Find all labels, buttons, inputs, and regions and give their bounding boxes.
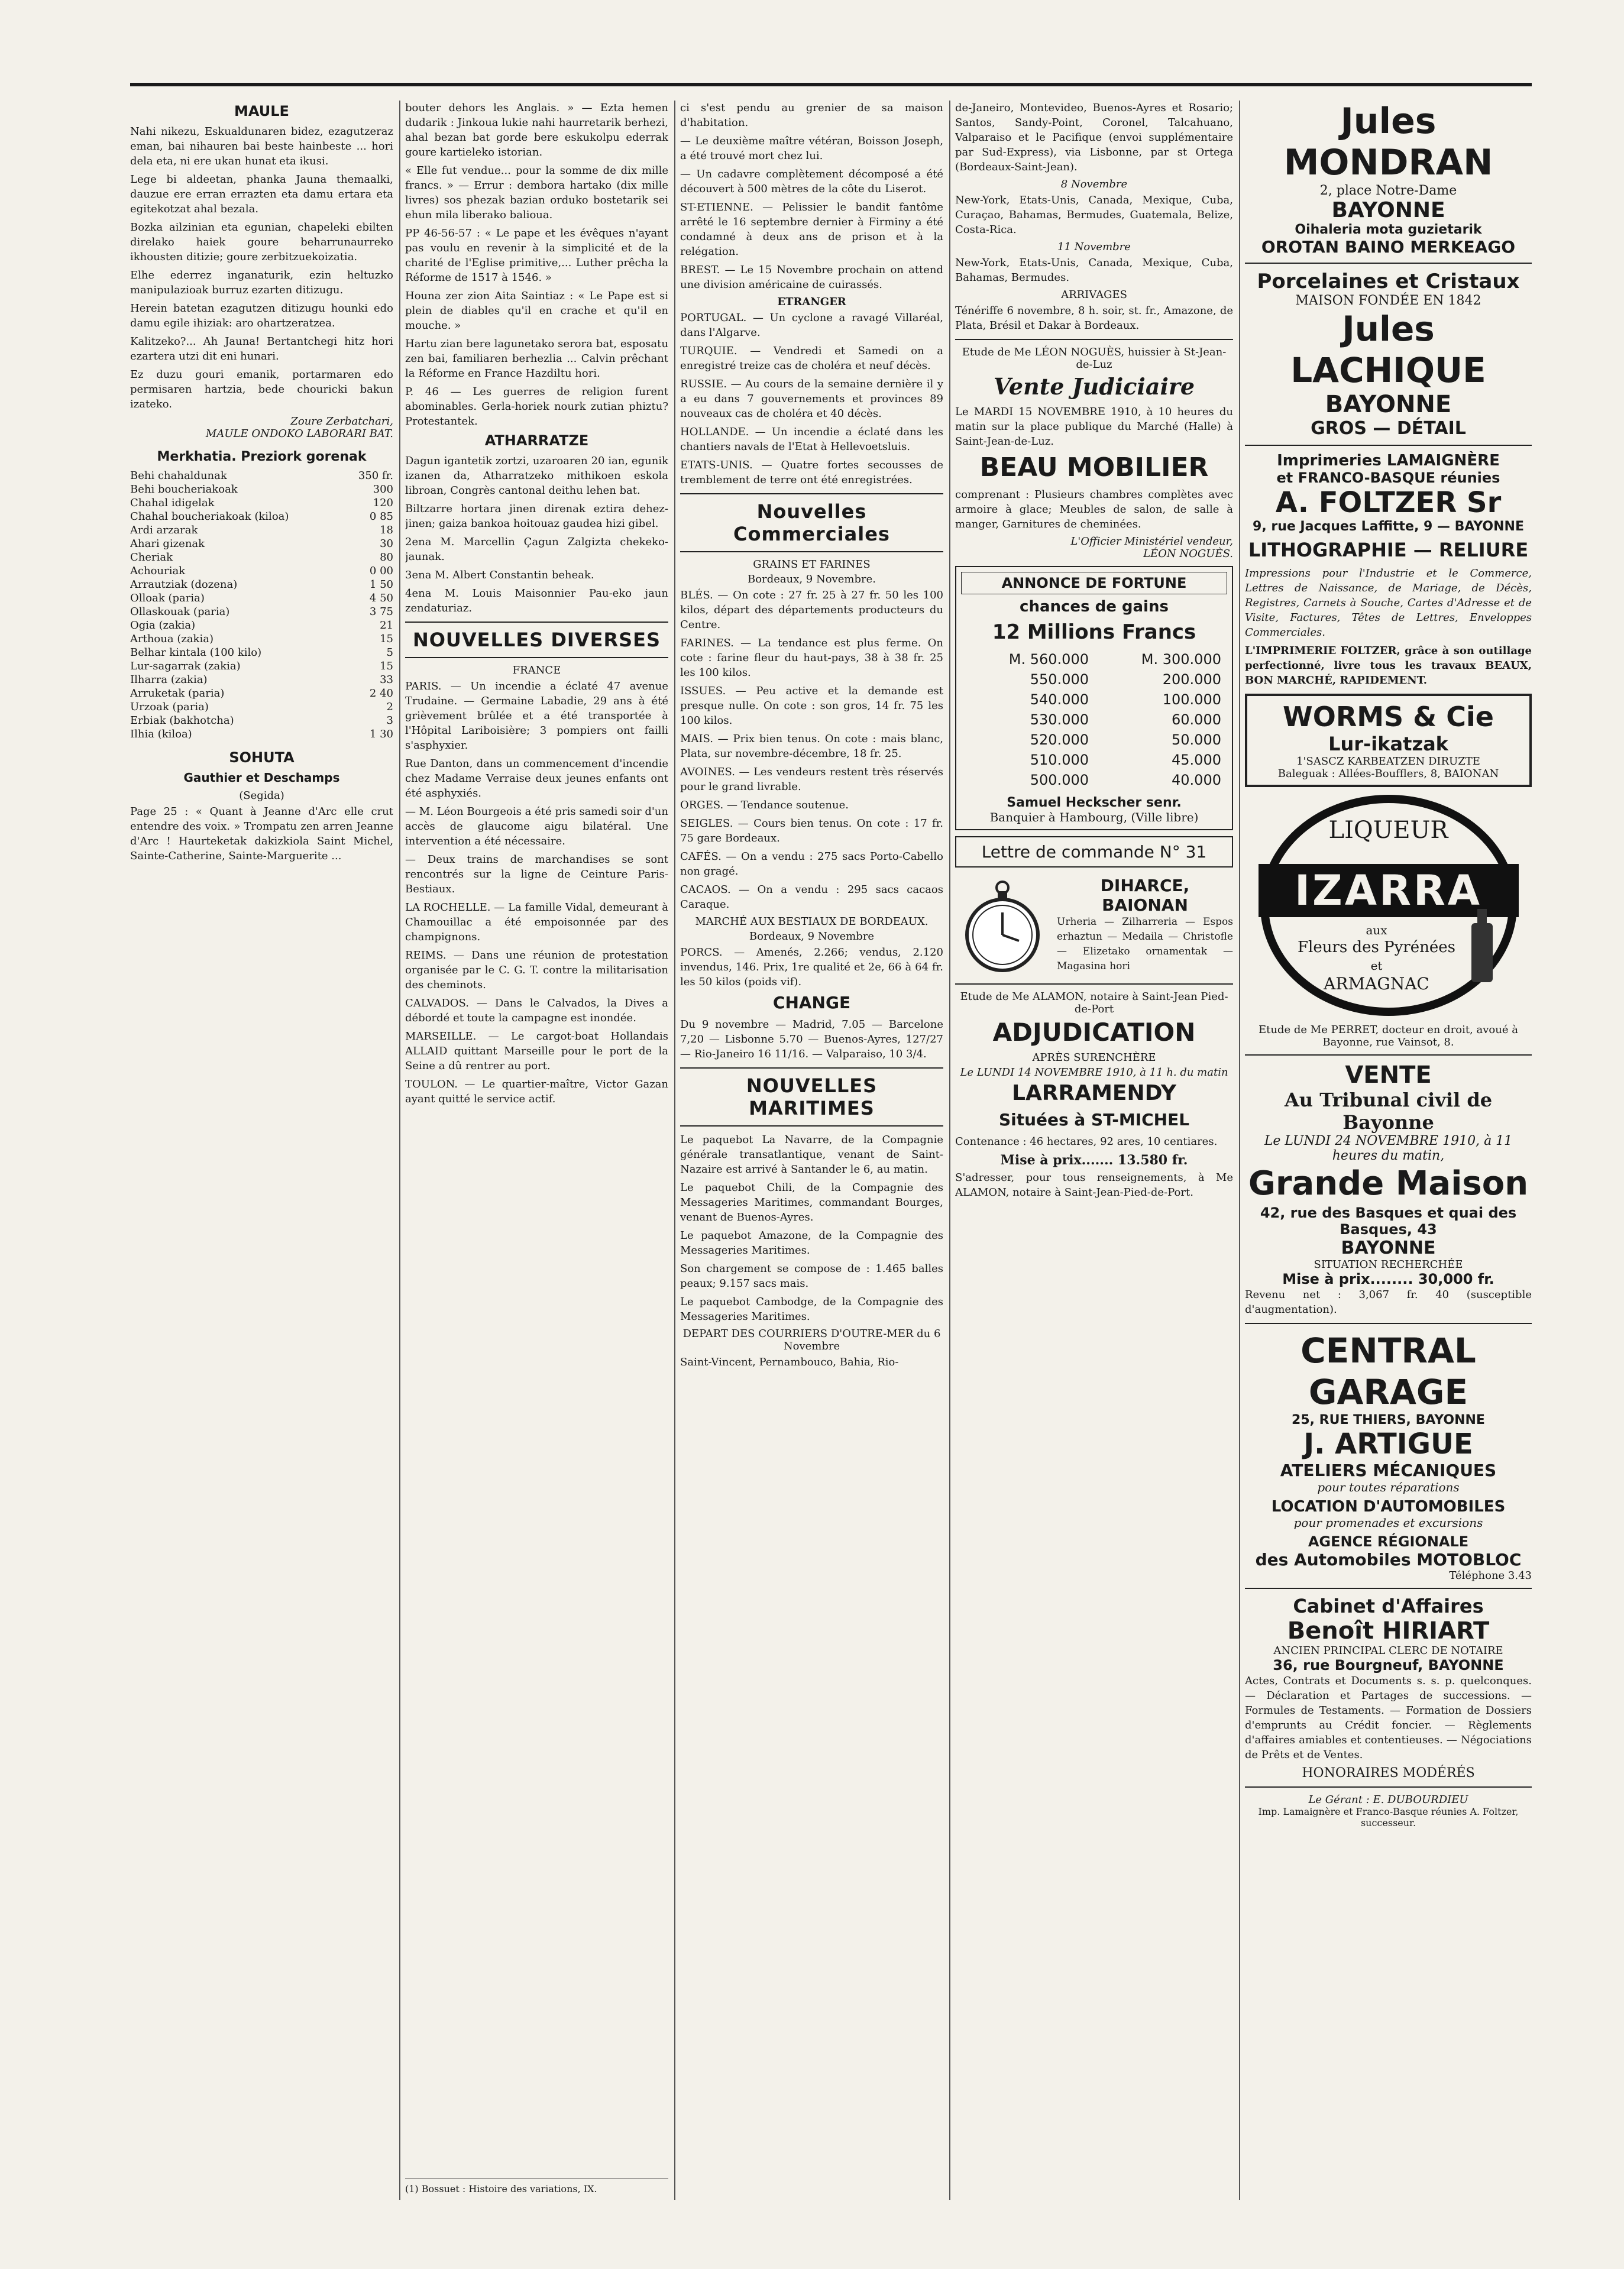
order-form (955, 836, 1233, 868)
price-value: 350 fr. (358, 470, 393, 482)
etude-header: Etude de Me LÉON NOGUÈS, huissier à St-Jean-de-Luz (962, 346, 1227, 371)
column-3 (680, 101, 943, 2200)
price-item: Ilhia (kiloa) (130, 728, 192, 740)
newspaper-page (130, 83, 1532, 2200)
news-item: — Deux trains de marchandises se sont rencontrés sur la ligne de Ceinture Paris-Bestiaux. (405, 853, 668, 895)
izarra-advertisement (1259, 793, 1519, 1018)
price-row (130, 687, 393, 700)
lottery-prize-row (962, 650, 1226, 669)
cabinet-title: Cabinet d'Affaires (1293, 1595, 1484, 1617)
lottery-prize-value: 100.000 (1162, 691, 1221, 708)
artigue-name: J. ARTIGUE (1303, 1428, 1473, 1461)
price-row (130, 727, 393, 741)
news-item: — M. Léon Bourgeois a été pris samedi soir d'un accès de glaucome aigu bilatéral. Une intervention a été nécessaire. (405, 805, 668, 847)
lottery-amount: 12 Millions Francs (992, 620, 1196, 644)
article-paragraph: Herein batetan ezagutzen ditizugu hounki edo damu egile ihiziak: aro ohartzeratzea. (130, 302, 393, 329)
price-item: Chahal idigelak (130, 497, 215, 509)
lottery-prize-value: 60.000 (1172, 711, 1221, 728)
market-item: CAFÉS. — On a vendu : 275 sacs Porto-Cabello non gragé. (680, 850, 943, 878)
price-row (130, 673, 393, 687)
article-paragraph: Lege bi aldeetan, phanka Jauna themaalki, dauzue ere erran errazten eta damu ertara eta egitekotzat ahal bezala. (130, 173, 393, 215)
section-title-change: CHANGE (772, 993, 851, 1012)
market-item: PORCS. — Amenés, 2.266; vendus, 2.120 invendus, 146. Prix, 1re qualité et 2e, 66 à 64 fr. les 50 kilos (poids vif). (680, 946, 943, 988)
izarra-brand: IZARRA (1295, 866, 1482, 915)
news-item: — Un cadavre complètement décomposé a été découvert à 500 mètres de la côte du Liserot. (680, 168, 943, 195)
market-item: ORGES. — Tendance soutenue. (680, 799, 849, 811)
lottery-prize-value: 50.000 (1172, 731, 1221, 748)
lottery-title: chances de gains (1020, 598, 1169, 616)
column-5-advertisements (1245, 101, 1532, 2200)
price-row (130, 591, 393, 605)
price-row (130, 496, 393, 510)
price-value: 1 30 (369, 728, 393, 740)
price-item: Lur-sagarrak (zakia) (130, 660, 241, 672)
news-item: de-Janeiro, Montevideo, Buenos-Ayres et Rosario; Santos, Sandy-Point, Coronel, Talcahuano, Valparaiso et le Pacifique (envoi supplémentaire par Sud-Express), via Lisbonne, par st Ortega (Bordeaux-Saint-Jean). (955, 102, 1233, 173)
price-value: 1 50 (369, 578, 393, 591)
news-item: ST-ETIENNE. — Pelissier le bandit fantôme arrêté le 16 septembre dernier à Firminy a été condamné à deux ans de prison et à la relégation. (680, 201, 943, 258)
worms-address: Baleguak : Allées-Boufflers, 8, BAIONAN (1277, 768, 1499, 780)
news-item: ETATS-UNIS. — Quatre fortes secousses de tremblement de terre ont été enregistrées. (680, 459, 943, 486)
separator (955, 339, 1233, 340)
grande-maison-revenue: Revenu net : 3,067 fr. 40 (susceptible d'augmentation). (1245, 1289, 1532, 1316)
section-title-maule: MAULE (234, 103, 289, 119)
signature: Zoure Zerbatchari, (290, 415, 393, 428)
news-item: — Le deuxième maître vétéran, Boisson Joseph, a été trouvé mort chez lui. (680, 135, 943, 162)
tribunal-date: Le LUNDI 24 NOVEMBRE 1910, à 11 heures du matin, (1264, 1134, 1513, 1163)
diharce-advertisement (955, 876, 1233, 977)
notice-paragraph: comprenant : Plusieurs chambres complètes avec armoire à glace; Meubles de salon, de salle à manger, Garnitures de cheminées. (955, 488, 1233, 530)
news-item: MARSEILLE. — Le cargot-boat Hollandais ALLAID quittant Marseille pour le port de la Seine a dû rentrer au port. (405, 1030, 668, 1072)
price-value: 30 (380, 538, 393, 550)
footnote-area (405, 2179, 668, 2200)
price-row (130, 537, 393, 551)
article-paragraph: Hartu zian bere lagunetako serora bat, esposatu zen bai, familiaren berhezlia ... Calvin prêchant la Réforme en France Hazdiltu hori. (405, 338, 668, 380)
lachique-city: BAYONNE (1325, 391, 1452, 418)
separator (1245, 1054, 1532, 1056)
diharce-name: DIHARCE, BAIONAN (1100, 876, 1190, 915)
price-item: Behi boucheriakoak (130, 483, 238, 496)
news-item: PARIS. — Un incendie a éclaté 47 avenue Trudaine. — Germaine Labadie, 29 ans à été grièvement brûlée et a été transportée à l'Hôpital Lariboisière; 3 pompiers ont failli s'asphyxier. (405, 680, 668, 752)
izarra-aux: aux (1366, 923, 1387, 937)
news-item: BREST. — Le 15 Novembre prochain on attend une division américaine de cuirassés. (680, 264, 943, 291)
top-rule (130, 83, 1532, 86)
price-row (130, 578, 393, 591)
lachique-founded: MAISON FONDÉE EN 1842 (1295, 293, 1481, 308)
lottery-prize-value: M. 560.000 (1008, 651, 1089, 668)
article-paragraph: Dagun igantetik zortzi, uzaroaren 20 ian, egunik izanen da, Atharratzeko mithikoen eskola libroan, Congrès cantonal deithu lehen bat. (405, 455, 668, 497)
lachique-name: Jules LACHIQUE (1290, 309, 1486, 390)
lottery-prize-row (962, 710, 1226, 729)
price-value: 15 (380, 633, 393, 645)
separator (1245, 445, 1532, 446)
price-value: 2 40 (369, 687, 393, 700)
market-item: SEIGLES. — Cours bien tenus. On cote : 17 fr. 75 gare Bordeaux. (680, 817, 943, 844)
foltzer-advertisement (1245, 452, 1532, 688)
price-row (130, 619, 393, 632)
price-item: Belhar kintala (100 kilo) (130, 646, 262, 659)
grande-maison-price: Mise à prix........ 30,000 fr. (1282, 1271, 1494, 1287)
lachique-heading: Porcelaines et Cristaux (1257, 270, 1520, 293)
news-item: New-York, Etats-Unis, Canada, Mexique, Cuba, Curaçao, Bahamas, Bermudes, Guatemala, Belize, Costa-Rica. (955, 194, 1233, 236)
worms-advertisement (1245, 694, 1532, 787)
news-item: REIMS. — Dans une réunion de protestation organisée par le C. G. T. contre la militarisation des cheminots. (405, 949, 668, 991)
article-paragraph: 3ena M. Albert Constantin beheak. (405, 569, 594, 581)
lottery-prize-row (962, 690, 1226, 709)
article-paragraph: Elhe ederrez inganaturik, ezin heltuzko manipulazioak burruz ezarten ditizugu. (130, 269, 393, 296)
article-paragraph: P. 46 — Les guerres de religion furent abominables. Gerla-horiek nourk zutian phiztu? Protestantek. (405, 386, 668, 428)
hiriart-address: 36, rue Bourgneuf, BAYONNE (1273, 1657, 1504, 1674)
price-value: 4 50 (369, 592, 393, 604)
subsection-marche: MARCHÉ AUX BESTIAUX DE BORDEAUX. (695, 915, 929, 928)
article-paragraph: Biltzarre hortara jinen direnak eztira dehez-jinen; gaiza bankoa hoitouaz gaudea hizi gibel. (405, 503, 668, 530)
property-name: LARRAMENDY (1012, 1081, 1176, 1105)
beau-mobilier-title: BEAU MOBILIER (979, 452, 1209, 483)
price-item: Cheriak (130, 551, 173, 564)
article-paragraph: bouter dehors les Anglais. » — Ezta hemen dudarik : Jinkoua lukie nahi haurretarik berhezi, ahal bezan bat gorde bere eskukolpu ederrak goure kartieleko istorian. (405, 102, 668, 158)
lottery-prize-row (962, 771, 1226, 789)
news-item: TURQUIE. — Vendredi et Samedi on a enregistré treize cas de choléra et neuf décès. (680, 345, 943, 372)
price-row (130, 700, 393, 714)
price-value: 3 (386, 714, 393, 727)
mondran-city: BAYONNE (1331, 198, 1445, 222)
separator (955, 983, 1233, 985)
lottery-prize-value: 530.000 (1030, 711, 1089, 728)
mondran-advertisement (1245, 101, 1532, 257)
motobloc-telephone: Téléphone 3.43 (1449, 1569, 1532, 1582)
property-location: Situées à ST-MICHEL (998, 1110, 1190, 1129)
notice-paragraph: Contenance : 46 hectares, 92 ares, 10 centiares. (955, 1135, 1218, 1148)
article-paragraph: Bozka ailzinian eta egunian, chapeleki ebilten direlako haiek goure beharrunaurreko ikhousten ditizie; goure zerbitzuekoizatia. (130, 221, 393, 263)
news-item: TOULON. — Le quartier-maître, Victor Gazan ayant quitté le service actif. (405, 1078, 668, 1105)
article-paragraph: Nahi nikezu, Eskualdunaren bidez, ezagutzeraz eman, bai nihauren bai beste hainbeste ... hori dela eta, ni ere ukan hunat eta ikusi. (130, 125, 393, 167)
adjudication-subtitle: APRÈS SURENCHÈRE (1032, 1051, 1156, 1064)
footnote: (1) Bossuet : Histoire des variations, IX. (405, 2183, 597, 2194)
price-item: Erbiak (bakhotcha) (130, 714, 234, 727)
price-row (130, 483, 393, 496)
mondran-tagline: Oihaleria mota guzietarik (1295, 222, 1482, 237)
price-value: 33 (380, 674, 393, 686)
lottery-prize-value: 40.000 (1172, 772, 1221, 788)
news-item: CALVADOS. — Dans le Calvados, la Dives a débordé et toute la campagne est inondée. (405, 997, 668, 1024)
price-item: Arrautziak (dozena) (130, 578, 238, 591)
column-divider (1239, 101, 1240, 2200)
price-value: 18 (380, 524, 393, 536)
hiriart-name: Benoît HIRIART (1287, 1617, 1490, 1645)
adjudication-date: Le LUNDI 14 NOVEMBRE 1910, à 11 h. du matin (960, 1066, 1228, 1079)
hiriart-fees: HONORAIRES MODÉRÉS (1302, 1766, 1475, 1781)
sohuta-title: SOHUTA (229, 749, 295, 766)
agence-title: AGENCE RÉGIONALE (1308, 1533, 1469, 1550)
pocket-watch-icon (955, 879, 1050, 974)
price-row (130, 564, 393, 578)
central-garage-address: 25, RUE THIERS, BAYONNE (1292, 1413, 1485, 1428)
price-row (130, 523, 393, 537)
lottery-prize-value: 510.000 (1030, 752, 1089, 768)
price-row (130, 551, 393, 564)
price-item: Urzoak (paria) (130, 701, 209, 713)
price-item: Ollaskouak (paria) (130, 606, 230, 618)
foltzer-litho: LITHOGRAPHIE — RELIURE (1248, 539, 1529, 561)
worms-name: WORMS & Cie (1282, 701, 1494, 733)
subsection-france: FRANCE (512, 664, 561, 677)
price-item: Ardi arzarak (130, 524, 198, 536)
news-item: Son chargement se compose de : 1.465 balles peaux; 9.157 sacs mais. (680, 1263, 943, 1290)
lottery-prize-value: 520.000 (1030, 731, 1089, 748)
vente-judiciaire-title: Vente Judiciaire (993, 373, 1195, 400)
market-item: CACAOS. — On a vendu : 295 sacs cacaos Caraque. (680, 883, 943, 911)
news-item: Rue Danton, dans un commencement d'incendie chez Madame Verraise deux jeunes enfants ont été asphyxiés. (405, 758, 668, 800)
article-paragraph: 4ena M. Louis Maisonnier Pau-eko jaun zendaturiaz. (405, 587, 668, 614)
section-title-nouvelles-commerciales: Nouvelles Commerciales (680, 493, 943, 552)
subsection-arrivages: ARRIVAGES (1061, 289, 1127, 301)
price-value: 0 00 (369, 565, 393, 577)
lottery-prize-row (962, 730, 1226, 749)
section-title-nouvelles-diverses: NOUVELLES DIVERSES (405, 622, 668, 658)
news-item: Le paquebot Amazone, de la Compagnie des Messageries Maritimes. (680, 1229, 943, 1257)
market-item: BLÉS. — On cote : 27 fr. 25 à 27 fr. 50 les 100 kilos, départ des départements producteurs du Centre. (680, 589, 943, 631)
notice-signature: L'Officier Ministériel vendeur, (1070, 535, 1233, 548)
etude-header: Etude de Me PERRET, docteur en droit, avoué à Bayonne, rue Vainsot, 8. (1259, 1024, 1518, 1048)
column-divider (674, 101, 675, 2200)
price-item: Achouriak (130, 565, 186, 577)
lottery-prize-value: M. 300.000 (1141, 651, 1221, 668)
ateliers-title: ATELIERS MÉCANIQUES (1280, 1461, 1497, 1480)
news-item: Le paquebot Chili, de la Compagnie des Messageries Maritimes, commandant Bourges, venant de Buenos-Ayres. (680, 1182, 943, 1223)
prices-table (130, 469, 393, 741)
reserve-price: Mise à prix....... 13.580 fr. (1000, 1153, 1188, 1168)
lottery-prize-row (962, 750, 1226, 769)
price-item: Behi chahaldunak (130, 470, 227, 482)
foltzer-name: A. FOLTZER Sr (1275, 486, 1502, 519)
separator (1245, 1786, 1532, 1788)
grande-maison-title: Grande Maison (1248, 1164, 1529, 1203)
news-item: PORTUGAL. — Un cyclone a ravagé Villaréal, dans l'Algarve. (680, 312, 943, 339)
news-item: Ténériffe 6 novembre, 8 h. soir, st. fr., Amazone, de Plata, Brésil et Dakar à Bordeaux. (955, 305, 1233, 332)
sohuta-subtitle: Gauthier et Deschamps (183, 771, 340, 785)
lottery-prize-value: 200.000 (1162, 671, 1221, 688)
price-value: 3 75 (369, 606, 393, 618)
market-item: Du 9 novembre — Madrid, 7.05 — Barcelone 7,20 — Lisbonne 5.70 — Buenos-Ayres, 127/27 — Rio-Janeiro 16 11/16. — Valparaiso, 10 3/4. (680, 1018, 943, 1060)
price-value: 5 (386, 646, 393, 659)
article-paragraph: PP 46-56-57 : « Le pape et les évêques n'ayant pas voulu en revenir à la simplicité et de la charité de l'Eglise primitive,... Luther prêcha la Réforme de 1517 à 1546. » (405, 227, 668, 284)
article-paragraph: « Elle fut vendue... pour la somme de dix mille francs. » — Errur : dembora hartako (dix mille livres) sos phezak bazian orduko bostetarik sei ehun mila liberako balioua. (405, 164, 668, 221)
market-item: AVOINES. — Les vendeurs restent très réservés pour le grand livrable. (680, 766, 943, 793)
lottery-advertisement (955, 566, 1233, 830)
dateline: 11 Novembre (1057, 241, 1131, 253)
hiriart-title: ANCIEN PRINCIPAL CLERC DE NOTAIRE (1273, 1645, 1503, 1657)
location-subtitle: pour promenades et excursions (1293, 1516, 1483, 1530)
column-divider (949, 101, 950, 2200)
lottery-banker-address: Banquier à Hambourg, (Ville libre) (989, 810, 1199, 824)
section-title-atharratze: ATHARRATZE (484, 432, 589, 449)
diharce-text: Urheria — Zilharreria — Espos erhaztun — Medaila — Christofle — Elizetako ornamentak — Magasina hori (1057, 916, 1233, 972)
hiriart-services: Actes, Contrats et Documents s. s. p. quelconques. — Déclaration et Partages de successions. — Formules de Testaments. — Formation de Dossiers d'emprunts au Crédit foncier. — Règlements d'affaires amiables et contentieuses. — Négociations de Prêts et de Ventes. (1245, 1675, 1532, 1761)
price-row (130, 714, 393, 727)
price-item: Olloak (paria) (130, 592, 205, 604)
order-form-title: Lettre de commande N° 31 (981, 842, 1207, 862)
article-paragraph: Houna zer zion Aita Saintiaz : « Le Pape est si plein de diables qu'il en crache et qu'il en mouche. » (405, 290, 668, 332)
news-item: New-York, Etats-Unis, Canada, Mexique, Cuba, Bahamas, Bermudes. (955, 257, 1233, 284)
price-value: 15 (380, 660, 393, 672)
lottery-prize-row (962, 670, 1226, 689)
price-item: Chahal boucheriakoak (kiloa) (130, 510, 289, 523)
foltzer-services: Impressions pour l'Industrie et le Commerce, Lettres de Naissance, de Mariage, de Décès, Registres, Carnets à Souche, Cartes d'Adresse et de Visite, Factures, Têtes de Lettres, Enveloppes Commerciales. (1245, 567, 1532, 639)
price-value: 120 (373, 497, 393, 509)
column-1 (130, 101, 393, 2200)
imprint-line: Imp. Lamaignère et Franco-Basque réunies A. Foltzer, successeur. (1258, 1806, 1519, 1828)
foltzer-imprimeries-2: et FRANCO-BASQUE réunies (1276, 470, 1500, 486)
price-item: Arthoua (zakia) (130, 633, 213, 645)
central-garage-title: CENTRAL GARAGE (1301, 1331, 1476, 1412)
price-value: 2 (386, 701, 393, 713)
dateline: Bordeaux, 9 Novembre. (748, 573, 876, 585)
separator (1245, 1588, 1532, 1589)
worms-product: Lur-ikatzak (1328, 733, 1448, 755)
price-row (130, 659, 393, 673)
grande-maison-situation: SITUATION RECHERCHÉE (1314, 1258, 1463, 1271)
location-title: LOCATION D'AUTOMOBILES (1271, 1498, 1506, 1516)
article-paragraph: Page 25 : « Quant à Jeanne d'Arc elle crut entendre des voix. » Trompatu zen arren Jeanne d'Arc ! Haurteketak dakizkiola Saint Michel, Sainte-Catherine, Sainte-Marguerite ... (130, 805, 393, 862)
vente-title: VENTE (1345, 1061, 1432, 1089)
price-row (130, 605, 393, 619)
news-item: Saint-Vincent, Pernambouco, Bahia, Rio- (680, 1356, 899, 1368)
sohuta-segida: (Segida) (239, 789, 284, 802)
price-item: Ogia (zakia) (130, 619, 196, 632)
prices-title: Merkhatia. Preziork gorenak (157, 449, 367, 464)
price-row (130, 632, 393, 646)
grande-maison-city: BAYONNE (1341, 1238, 1436, 1258)
price-value: 0 85 (369, 510, 393, 523)
izarra-flowers: Fleurs des Pyrénées (1297, 938, 1456, 956)
price-row (130, 469, 393, 483)
adjudication-title: ADJUDICATION (992, 1018, 1196, 1047)
signature-line: MAULE ONDOKO LABORARI BAT. (205, 428, 393, 440)
lottery-prize-table (961, 649, 1227, 791)
lottery-header: ANNONCE DE FORTUNE (961, 572, 1227, 594)
news-item: Le paquebot La Navarre, de la Compagnie générale transatlantique, venant de Saint-Nazaire est arrivé à Santander le 6, au matin. (680, 1134, 943, 1176)
column-4 (955, 101, 1233, 2200)
foltzer-promise: L'IMPRIMERIE FOLTZER, grâce à son outillage perfectionné, livre tous les travaux BEAUX, BON MARCHÉ, RAPIDEMENT. (1245, 645, 1532, 687)
subsection-etranger: ETRANGER (777, 296, 846, 308)
price-item: Arruketak (paria) (130, 687, 225, 700)
notice-paragraph: Le MARDI 15 NOVEMBRE 1910, à 10 heures du matin sur la place publique du Marché (Halle) à Saint-Jean-de-Luz. (955, 406, 1233, 448)
ateliers-subtitle: pour toutes réparations (1317, 1480, 1460, 1494)
price-row (130, 646, 393, 659)
lottery-banker: Samuel Heckscher senr. (1007, 795, 1182, 810)
lottery-prize-value: 45.000 (1172, 752, 1221, 768)
foltzer-imprimeries: Imprimeries LAMAIGNÈRE (1277, 452, 1500, 470)
lachique-advertisement (1245, 270, 1532, 439)
subsection-grains: GRAINS ET FARINES (753, 558, 871, 571)
foltzer-address: 9, rue Jacques Laffitte, 9 — BAYONNE (1253, 519, 1524, 534)
price-value: 80 (380, 551, 393, 564)
market-item: ISSUES. — Peu active et la demande est presque nulle. On cote : son gros, 14 fr. 75 les 100 kilos. (680, 685, 943, 727)
worms-tagline: 1'SASCZ KARBEATZEN DIRUZTE (1296, 755, 1480, 768)
news-item: RUSSIE. — Au cours de la semaine dernière il y a eu dans 7 gouvernements et provinces 89 nouveaux cas de choléra et 40 décès. (680, 378, 943, 420)
article-paragraph: Ez duzu gouri emanik, portarmaren edo permisaren hartzia, bede chouricki bakun izateko. (130, 368, 393, 410)
grande-maison-address: 42, rue des Basques et quai des Basques, 43 (1260, 1205, 1517, 1238)
subsection-depart: DEPART DES COURRIERS D'OUTRE-MER du 6 Novembre (682, 1328, 941, 1352)
article-paragraph: 2ena M. Marcellin Çagun Zalgizta chekeko-jaunak. (405, 536, 668, 563)
separator (1245, 263, 1532, 264)
tribunal-title: Au Tribunal civil de Bayonne (1284, 1089, 1493, 1134)
izarra-et: et (1370, 959, 1383, 973)
section-title-nouvelles-maritimes: NOUVELLES MARITIMES (680, 1067, 943, 1127)
news-item: ci s'est pendu au grenier de sa maison d'habitation. (680, 102, 943, 129)
izarra-armagnac: ARMAGNAC (1324, 974, 1429, 993)
article-paragraph: Kalitzeko?... Ah Jauna! Bertantchegi hitz hori ezartera utzi dit eni hunari. (130, 335, 393, 362)
mondran-address: 2, place Notre-Dame (1319, 183, 1457, 198)
lottery-prize-value: 550.000 (1030, 671, 1089, 688)
news-item: Le paquebot Cambodge, de la Compagnie des Messageries Maritimes. (680, 1296, 943, 1323)
notice-paragraph: S'adresser, pour tous renseignements, à Me ALAMON, notaire à Saint-Jean-Pied-de-Port. (955, 1171, 1233, 1199)
gerant-line: Le Gérant : E. DUBOURDIEU (1308, 1794, 1468, 1806)
price-row (130, 510, 393, 523)
etude-header: Etude de Me ALAMON, notaire à Saint-Jean Pied-de-Port (960, 991, 1228, 1015)
column-2 (405, 101, 668, 2200)
separator (1245, 1323, 1532, 1324)
market-item: MAIS. — Prix bien tenus. On cote : mais blanc, Plata, sur novembre-décembre, 18 fr. 25. (680, 733, 943, 760)
price-item: Ilharra (zakia) (130, 674, 208, 686)
motobloc-title: des Automobiles MOTOBLOC (1255, 1550, 1522, 1569)
lottery-prize-value: 500.000 (1030, 772, 1089, 788)
market-item: FARINES. — La tendance est plus ferme. On cote : farine fleur du haut-pays, 38 à 38 fr. 25 les 100 kilos. (680, 637, 943, 679)
notice-signature-name: LÉON NOGUÈS. (1143, 548, 1233, 560)
izarra-liqueur: LIQUEUR (1328, 817, 1448, 844)
news-item: HOLLANDE. — Un incendie a éclaté dans les chantiers navals de l'Etat à Hellevoetsluis. (680, 426, 943, 453)
price-value: 300 (373, 483, 393, 496)
news-item: LA ROCHELLE. — La famille Vidal, demeurant à Chamouillac a été empoisonnée par des champignons. (405, 901, 668, 943)
dateline: Bordeaux, 9 Novembre (749, 930, 875, 943)
lottery-prize-value: 540.000 (1030, 691, 1089, 708)
mondran-tagline-2: OROTAN BAINO MERKEAGO (1261, 237, 1516, 257)
price-item: Ahari gizenak (130, 538, 205, 550)
lachique-tagline: GROS — DÉTAIL (1311, 418, 1466, 439)
price-value: 21 (380, 619, 393, 632)
mondran-name: Jules MONDRAN (1283, 101, 1493, 183)
column-divider (399, 101, 400, 2200)
dateline: 8 Novembre (1060, 178, 1128, 190)
